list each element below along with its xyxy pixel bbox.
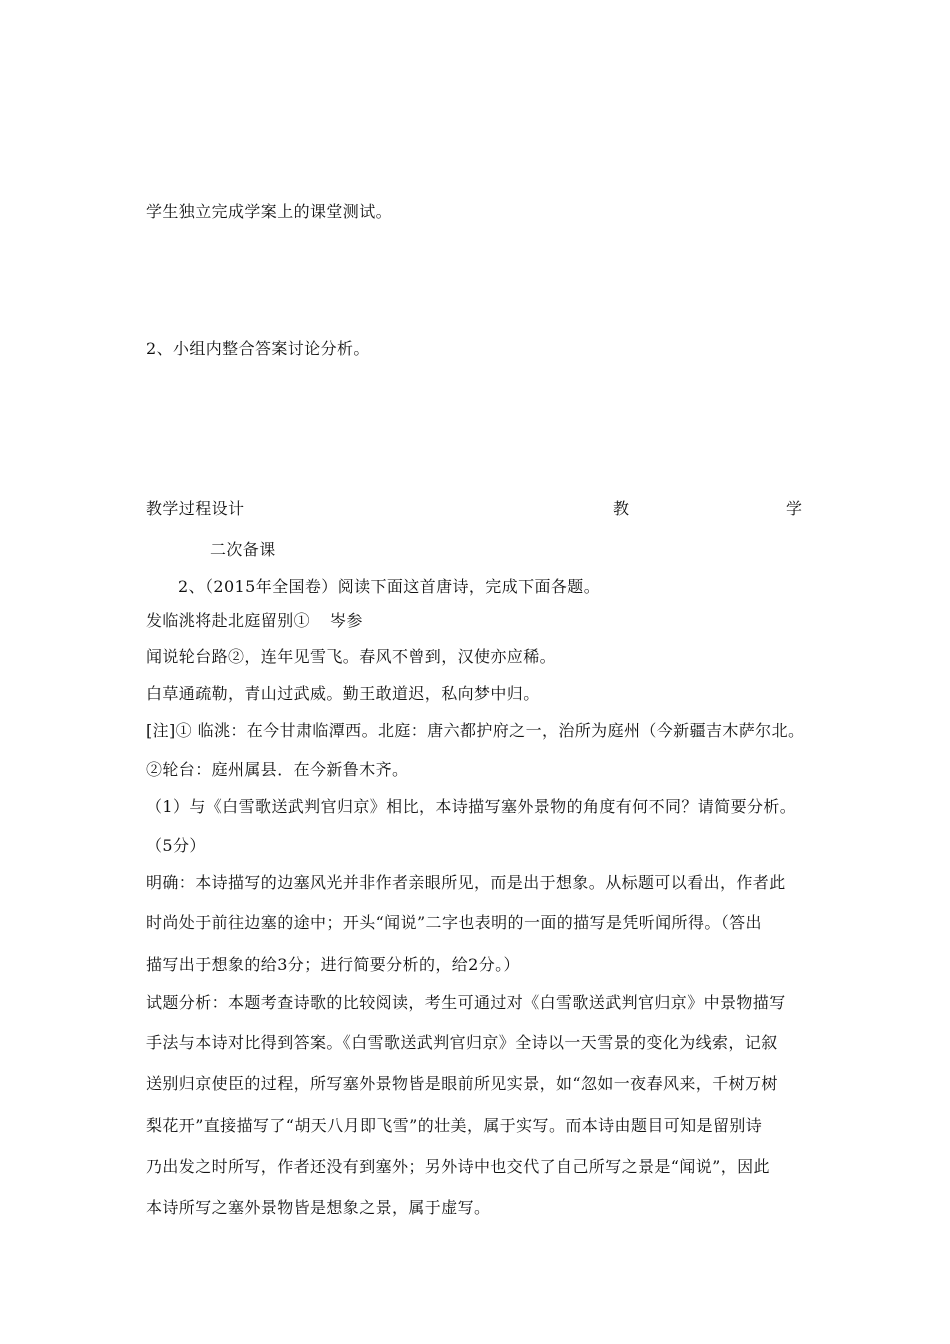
intro-line-2: 2、小组内整合答案讨论分析。 [146,339,370,358]
poem-line-2: 白草通疏勒，青山过武威。勤王敢道迟，私向梦中归。 [146,684,540,703]
poem-title: 发临洮将赴北庭留别① [146,611,311,630]
section-header-mid-1: 教 [613,499,630,518]
question-prompt: 2、（2015年全国卷）阅读下面这首唐诗，完成下面各题。 [178,577,601,596]
answer-line-3: 描写出于想象的给3分；进行简要分析的，给2分。） [146,955,520,974]
answer-line-1: 明确：本诗描写的边塞风光并非作者亲眼所见，而是出于想象。从标题可以看出，作者此 [146,873,786,892]
analysis-line-4: 梨花开”直接描写了“胡天八月即飞雪”的壮美，属于实写。而本诗由题目可知是留别诗 [146,1116,763,1135]
poem-author: 岑参 [330,611,363,630]
analysis-line-5: 乃出发之时所写，作者还没有到塞外；另外诗中也交代了自己所写之景是“闻说”，因此 [146,1157,770,1176]
sub-question-1-score: （5分） [146,836,206,855]
analysis-line-1: 试题分析：本题考查诗歌的比较阅读，考生可通过对《白雪歌送武判官归京》中景物描写 [146,993,786,1012]
note-line-2: ②轮台：庭州属县．在今新鲁木齐。 [146,760,409,779]
sub-question-1: （1）与《白雪歌送武判官归京》相比，本诗描写塞外景物的角度有何不同？请简要分析。 [146,797,797,816]
answer-line-2: 时尚处于前往边塞的途中；开头“闻说”二字也表明的一面的描写是凭听闻所得。（答出 [146,913,762,932]
note-line-1: [注]① 临洮：在今甘肃临潭西。北庭：唐六都护府之一，治所为庭州（今新疆吉木萨尔北。 [146,721,805,740]
analysis-line-3: 送别归京使臣的过程，所写塞外景物皆是眼前所见实景，如“忽如一夜春风来，千树万树 [146,1074,778,1093]
section-subheader: 二次备课 [210,540,276,559]
intro-line-1: 学生独立完成学案上的课堂测试。 [146,202,393,221]
analysis-line-6: 本诗所写之塞外景物皆是想象之景，属于虚写。 [146,1198,491,1217]
section-header-left: 教学过程设计 [146,499,245,518]
poem-line-1: 闻说轮台路②，连年见雪飞。春风不曾到，汉使亦应稀。 [146,647,557,666]
section-header-mid-2: 学 [786,499,803,518]
analysis-line-2: 手法与本诗对比得到答案。《白雪歌送武判官归京》全诗以一天雪景的变化为线索，记叙 [146,1033,778,1052]
